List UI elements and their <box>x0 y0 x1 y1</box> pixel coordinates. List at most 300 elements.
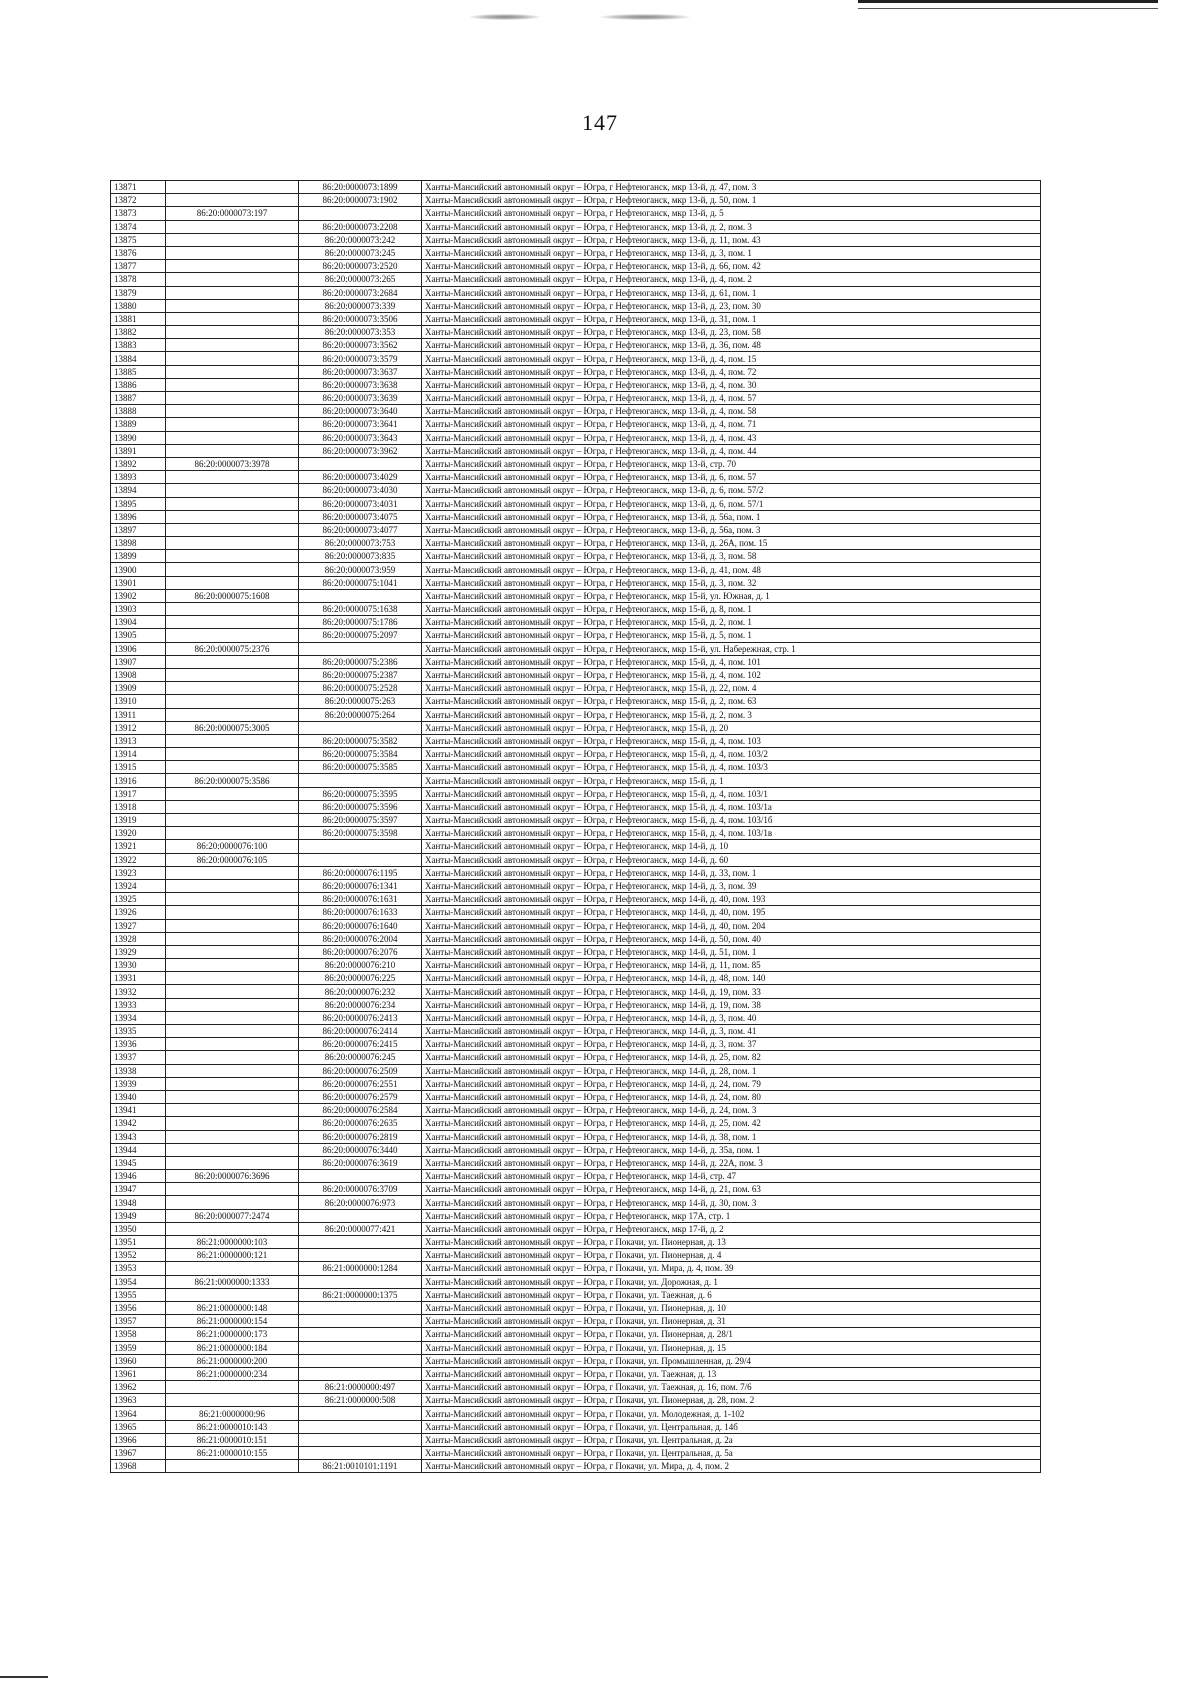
row-number-cell: 13958 <box>111 1328 166 1341</box>
row-number-cell: 13950 <box>111 1222 166 1235</box>
table-row <box>111 1156 1041 1169</box>
row-number-cell: 13910 <box>111 695 166 708</box>
table-row <box>111 853 1041 866</box>
land-cadastral-number-cell <box>166 695 299 708</box>
row-number-cell: 13884 <box>111 352 166 365</box>
land-cadastral-number-cell <box>166 1156 299 1169</box>
object-cadastral-number-cell <box>299 1315 422 1328</box>
land-cadastral-number-cell <box>166 246 299 259</box>
object-cadastral-number-cell: 86:20:0000075:3596 <box>299 800 422 813</box>
land-cadastral-number-cell <box>166 668 299 681</box>
row-number-cell: 13898 <box>111 537 166 550</box>
row-number-cell: 13968 <box>111 1460 166 1473</box>
table-row <box>111 1288 1041 1301</box>
object-cadastral-number-cell: 86:20:0000076:1631 <box>299 893 422 906</box>
land-cadastral-number-cell <box>166 1262 299 1275</box>
table-row <box>111 1143 1041 1156</box>
table-row <box>111 906 1041 919</box>
row-number-cell: 13963 <box>111 1394 166 1407</box>
row-number-cell: 13882 <box>111 326 166 339</box>
address-cell: Ханты-Мансийский автономный округ – Югра, г Нефтеюганск, мкр 15-й, д. 5, пом. 1 <box>422 629 1041 642</box>
object-cadastral-number-cell: 86:20:0000076:1633 <box>299 906 422 919</box>
land-cadastral-number-cell <box>166 1077 299 1090</box>
address-cell: Ханты-Мансийский автономный округ – Югра, г Покачи, ул. Мира, д. 4, пом. 2 <box>422 1460 1041 1473</box>
land-cadastral-number-cell: 86:21:0000000:148 <box>166 1301 299 1314</box>
table-row <box>111 945 1041 958</box>
address-cell: Ханты-Мансийский автономный округ – Югра, г Нефтеюганск, мкр 14-й, д. 24, пом. 80 <box>422 1090 1041 1103</box>
address-cell: Ханты-Мансийский автономный округ – Югра, г Покачи, ул. Пионерная, д. 28/1 <box>422 1328 1041 1341</box>
scan-edge-line <box>0 1676 48 1678</box>
row-number-cell: 13941 <box>111 1104 166 1117</box>
land-cadastral-number-cell <box>166 352 299 365</box>
object-cadastral-number-cell: 86:20:0000076:3709 <box>299 1183 422 1196</box>
land-cadastral-number-cell <box>166 1011 299 1024</box>
object-cadastral-number-cell: 86:20:0000077:421 <box>299 1222 422 1235</box>
row-number-cell: 13931 <box>111 972 166 985</box>
table-row <box>111 286 1041 299</box>
land-cadastral-number-cell <box>166 919 299 932</box>
table-row <box>111 457 1041 470</box>
land-cadastral-number-cell <box>166 1288 299 1301</box>
address-cell: Ханты-Мансийский автономный округ – Югра, г Нефтеюганск, мкр 15-й, д. 4, пом. 103/2 <box>422 748 1041 761</box>
object-cadastral-number-cell: 86:20:0000075:2386 <box>299 655 422 668</box>
row-number-cell: 13908 <box>111 668 166 681</box>
land-cadastral-number-cell <box>166 629 299 642</box>
table-row <box>111 207 1041 220</box>
object-cadastral-number-cell: 86:20:0000073:353 <box>299 326 422 339</box>
row-number-cell: 13876 <box>111 246 166 259</box>
address-cell: Ханты-Мансийский автономный округ – Югра, г Нефтеюганск, мкр 14-й, д. 33, пом. 1 <box>422 866 1041 879</box>
land-cadastral-number-cell <box>166 972 299 985</box>
row-number-cell: 13919 <box>111 814 166 827</box>
object-cadastral-number-cell: 86:20:0000073:4030 <box>299 484 422 497</box>
scan-edge-line <box>858 8 1158 9</box>
land-cadastral-number-cell <box>166 800 299 813</box>
object-cadastral-number-cell: 86:20:0000075:3582 <box>299 734 422 747</box>
land-cadastral-number-cell: 86:20:0000075:1608 <box>166 589 299 602</box>
land-cadastral-number-cell <box>166 523 299 536</box>
land-cadastral-number-cell <box>166 603 299 616</box>
address-cell: Ханты-Мансийский автономный округ – Югра, г Нефтеюганск, мкр 17А, стр. 1 <box>422 1209 1041 1222</box>
land-cadastral-number-cell <box>166 998 299 1011</box>
object-cadastral-number-cell <box>299 1367 422 1380</box>
object-cadastral-number-cell: 86:20:0000076:2076 <box>299 945 422 958</box>
row-number-cell: 13887 <box>111 392 166 405</box>
land-cadastral-number-cell: 86:21:0000000:103 <box>166 1236 299 1249</box>
object-cadastral-number-cell: 86:20:0000076:210 <box>299 959 422 972</box>
table-row <box>111 800 1041 813</box>
registry-table <box>110 180 1041 1473</box>
address-cell: Ханты-Мансийский автономный округ – Югра, г Нефтеюганск, мкр 13-й, д. 26А, пом. 15 <box>422 537 1041 550</box>
land-cadastral-number-cell <box>166 866 299 879</box>
object-cadastral-number-cell <box>299 1354 422 1367</box>
object-cadastral-number-cell: 86:20:0000076:1195 <box>299 866 422 879</box>
table-row <box>111 682 1041 695</box>
address-cell: Ханты-Мансийский автономный округ – Югра, г Нефтеюганск, мкр 13-й, д. 3, пом. 58 <box>422 550 1041 563</box>
object-cadastral-number-cell: 86:20:0000073:2684 <box>299 286 422 299</box>
land-cadastral-number-cell <box>166 497 299 510</box>
row-number-cell: 13873 <box>111 207 166 220</box>
address-cell: Ханты-Мансийский автономный округ – Югра, г Нефтеюганск, мкр 15-й, д. 4, пом. 103/3 <box>422 761 1041 774</box>
land-cadastral-number-cell <box>166 959 299 972</box>
table-row <box>111 418 1041 431</box>
object-cadastral-number-cell: 86:20:0000075:3597 <box>299 814 422 827</box>
address-cell: Ханты-Мансийский автономный округ – Югра, г Нефтеюганск, мкр 15-й, д. 8, пом. 1 <box>422 603 1041 616</box>
address-cell: Ханты-Мансийский автономный округ – Югра, г Нефтеюганск, мкр 13-й, д. 4, пом. 44 <box>422 444 1041 457</box>
address-cell: Ханты-Мансийский автономный округ – Югра, г Нефтеюганск, мкр 13-й, стр. 70 <box>422 457 1041 470</box>
address-cell: Ханты-Мансийский автономный округ – Югра, г Нефтеюганск, мкр 14-й, д. 50, пом. 40 <box>422 932 1041 945</box>
table-row <box>111 497 1041 510</box>
table-row <box>111 1051 1041 1064</box>
land-cadastral-number-cell: 86:21:0000010:143 <box>166 1420 299 1433</box>
address-cell: Ханты-Мансийский автономный округ – Югра, г Нефтеюганск, мкр 14-й, д. 3, пом. 39 <box>422 879 1041 892</box>
table-row <box>111 563 1041 576</box>
land-cadastral-number-cell <box>166 1025 299 1038</box>
address-cell: Ханты-Мансийский автономный округ – Югра, г Нефтеюганск, мкр 13-й, д. 6, пом. 57/1 <box>422 497 1041 510</box>
object-cadastral-number-cell <box>299 207 422 220</box>
address-cell: Ханты-Мансийский автономный округ – Югра, г Нефтеюганск, мкр 15-й, д. 22, пом. 4 <box>422 682 1041 695</box>
row-number-cell: 13874 <box>111 220 166 233</box>
land-cadastral-number-cell: 86:20:0000076:105 <box>166 853 299 866</box>
row-number-cell: 13902 <box>111 589 166 602</box>
address-cell: Ханты-Мансийский автономный округ – Югра, г Нефтеюганск, мкр 14-й, д. 22А, пом. 3 <box>422 1156 1041 1169</box>
table-row <box>111 879 1041 892</box>
address-cell: Ханты-Мансийский автономный округ – Югра, г Нефтеюганск, мкр 14-й, д. 40, пом. 193 <box>422 893 1041 906</box>
land-cadastral-number-cell <box>166 1381 299 1394</box>
address-cell: Ханты-Мансийский автономный округ – Югра, г Покачи, ул. Пионерная, д. 10 <box>422 1301 1041 1314</box>
land-cadastral-number-cell <box>166 1196 299 1209</box>
land-cadastral-number-cell <box>166 405 299 418</box>
object-cadastral-number-cell: 86:20:0000073:835 <box>299 550 422 563</box>
land-cadastral-number-cell <box>166 682 299 695</box>
object-cadastral-number-cell: 86:20:0000076:232 <box>299 985 422 998</box>
table-row <box>111 246 1041 259</box>
object-cadastral-number-cell: 86:20:0000073:4029 <box>299 471 422 484</box>
object-cadastral-number-cell: 86:20:0000073:3562 <box>299 339 422 352</box>
address-cell: Ханты-Мансийский автономный округ – Югра, г Нефтеюганск, мкр 13-й, д. 23, пом. 30 <box>422 299 1041 312</box>
land-cadastral-number-cell: 86:20:0000075:2376 <box>166 642 299 655</box>
row-number-cell: 13962 <box>111 1381 166 1394</box>
row-number-cell: 13936 <box>111 1038 166 1051</box>
object-cadastral-number-cell: 86:20:0000076:225 <box>299 972 422 985</box>
table-row <box>111 1407 1041 1420</box>
table-row <box>111 1130 1041 1143</box>
scan-edge-line <box>858 0 1158 3</box>
land-cadastral-number-cell <box>166 550 299 563</box>
land-cadastral-number-cell <box>166 734 299 747</box>
land-cadastral-number-cell <box>166 985 299 998</box>
row-number-cell: 13949 <box>111 1209 166 1222</box>
land-cadastral-number-cell <box>166 708 299 721</box>
table-row <box>111 998 1041 1011</box>
object-cadastral-number-cell: 86:20:0000076:1341 <box>299 879 422 892</box>
row-number-cell: 13891 <box>111 444 166 457</box>
address-cell: Ханты-Мансийский автономный округ – Югра, г Нефтеюганск, мкр 14-й, д. 11, пом. 85 <box>422 959 1041 972</box>
table-row <box>111 866 1041 879</box>
address-cell: Ханты-Мансийский автономный округ – Югра, г Нефтеюганск, мкр 13-й, д. 4, пом. 43 <box>422 431 1041 444</box>
land-cadastral-number-cell: 86:20:0000073:3978 <box>166 457 299 470</box>
address-cell: Ханты-Мансийский автономный округ – Югра, г Нефтеюганск, мкр 13-й, д. 6, пом. 57 <box>422 471 1041 484</box>
land-cadastral-number-cell <box>166 312 299 325</box>
object-cadastral-number-cell <box>299 1249 422 1262</box>
land-cadastral-number-cell <box>166 1051 299 1064</box>
table-row <box>111 1433 1041 1446</box>
row-number-cell: 13883 <box>111 339 166 352</box>
table-row <box>111 695 1041 708</box>
land-cadastral-number-cell: 86:20:0000075:3005 <box>166 721 299 734</box>
row-number-cell: 13935 <box>111 1025 166 1038</box>
object-cadastral-number-cell <box>299 589 422 602</box>
row-number-cell: 13916 <box>111 774 166 787</box>
row-number-cell: 13961 <box>111 1367 166 1380</box>
row-number-cell: 13913 <box>111 734 166 747</box>
row-number-cell: 13917 <box>111 787 166 800</box>
table-row <box>111 708 1041 721</box>
address-cell: Ханты-Мансийский автономный округ – Югра, г Покачи, ул. Мира, д. 4, пом. 39 <box>422 1262 1041 1275</box>
table-row <box>111 603 1041 616</box>
scan-smudge <box>600 14 690 20</box>
land-cadastral-number-cell <box>166 1064 299 1077</box>
address-cell: Ханты-Мансийский автономный округ – Югра, г Нефтеюганск, мкр 13-й, д. 4, пом. 58 <box>422 405 1041 418</box>
object-cadastral-number-cell: 86:21:0010101:1191 <box>299 1460 422 1473</box>
row-number-cell: 13911 <box>111 708 166 721</box>
row-number-cell: 13964 <box>111 1407 166 1420</box>
row-number-cell: 13903 <box>111 603 166 616</box>
table-row <box>111 932 1041 945</box>
land-cadastral-number-cell: 86:21:0000000:173 <box>166 1328 299 1341</box>
object-cadastral-number-cell: 86:20:0000073:2208 <box>299 220 422 233</box>
row-number-cell: 13934 <box>111 1011 166 1024</box>
object-cadastral-number-cell: 86:20:0000073:339 <box>299 299 422 312</box>
row-number-cell: 13938 <box>111 1064 166 1077</box>
object-cadastral-number-cell: 86:21:0000000:1375 <box>299 1288 422 1301</box>
row-number-cell: 13890 <box>111 431 166 444</box>
address-cell: Ханты-Мансийский автономный округ – Югра, г Нефтеюганск, мкр 13-й, д. 4, пом. 30 <box>422 378 1041 391</box>
address-cell: Ханты-Мансийский автономный округ – Югра, г Покачи, ул. Пионерная, д. 13 <box>422 1236 1041 1249</box>
object-cadastral-number-cell: 86:20:0000073:245 <box>299 246 422 259</box>
object-cadastral-number-cell <box>299 1236 422 1249</box>
row-number-cell: 13912 <box>111 721 166 734</box>
land-cadastral-number-cell <box>166 1038 299 1051</box>
land-cadastral-number-cell <box>166 1183 299 1196</box>
row-number-cell: 13896 <box>111 510 166 523</box>
object-cadastral-number-cell <box>299 840 422 853</box>
land-cadastral-number-cell: 86:21:0000000:121 <box>166 1249 299 1262</box>
address-cell: Ханты-Мансийский автономный округ – Югра, г Покачи, ул. Центральная, д. 14б <box>422 1420 1041 1433</box>
object-cadastral-number-cell: 86:20:0000073:4077 <box>299 523 422 536</box>
object-cadastral-number-cell: 86:20:0000073:3579 <box>299 352 422 365</box>
address-cell: Ханты-Мансийский автономный округ – Югра, г Нефтеюганск, мкр 13-й, д. 4, пом. 71 <box>422 418 1041 431</box>
land-cadastral-number-cell: 86:21:0000000:154 <box>166 1315 299 1328</box>
object-cadastral-number-cell: 86:20:0000073:242 <box>299 233 422 246</box>
land-cadastral-number-cell <box>166 563 299 576</box>
address-cell: Ханты-Мансийский автономный округ – Югра, г Нефтеюганск, мкр 13-й, д. 11, пом. 43 <box>422 233 1041 246</box>
object-cadastral-number-cell <box>299 642 422 655</box>
row-number-cell: 13909 <box>111 682 166 695</box>
object-cadastral-number-cell: 86:20:0000076:2509 <box>299 1064 422 1077</box>
land-cadastral-number-cell <box>166 1460 299 1473</box>
land-cadastral-number-cell <box>166 220 299 233</box>
address-cell: Ханты-Мансийский автономный округ – Югра, г Нефтеюганск, мкр 14-й, д. 3, пом. 37 <box>422 1038 1041 1051</box>
table-row <box>111 1170 1041 1183</box>
object-cadastral-number-cell: 86:20:0000075:3595 <box>299 787 422 800</box>
object-cadastral-number-cell: 86:20:0000073:3506 <box>299 312 422 325</box>
object-cadastral-number-cell: 86:20:0000075:3584 <box>299 748 422 761</box>
address-cell: Ханты-Мансийский автономный округ – Югра, г Нефтеюганск, мкр 15-й, д. 4, пом. 103/1б <box>422 814 1041 827</box>
table-row <box>111 484 1041 497</box>
address-cell: Ханты-Мансийский автономный округ – Югра, г Нефтеюганск, мкр 13-й, д. 3, пом. 1 <box>422 246 1041 259</box>
table-row <box>111 378 1041 391</box>
land-cadastral-number-cell <box>166 339 299 352</box>
row-number-cell: 13900 <box>111 563 166 576</box>
table-row <box>111 1367 1041 1380</box>
land-cadastral-number-cell <box>166 510 299 523</box>
address-cell: Ханты-Мансийский автономный округ – Югра, г Нефтеюганск, мкр 14-й, д. 60 <box>422 853 1041 866</box>
address-cell: Ханты-Мансийский автономный округ – Югра, г Нефтеюганск, мкр 14-й, д. 28, пом. 1 <box>422 1064 1041 1077</box>
address-cell: Ханты-Мансийский автономный округ – Югра, г Нефтеюганск, мкр 15-й, д. 2, пом. 3 <box>422 708 1041 721</box>
object-cadastral-number-cell: 86:20:0000076:973 <box>299 1196 422 1209</box>
address-cell: Ханты-Мансийский автономный округ – Югра, г Нефтеюганск, мкр 13-й, д. 31, пом. 1 <box>422 312 1041 325</box>
land-cadastral-number-cell <box>166 1394 299 1407</box>
table-row <box>111 1222 1041 1235</box>
object-cadastral-number-cell <box>299 853 422 866</box>
row-number-cell: 13888 <box>111 405 166 418</box>
address-cell: Ханты-Мансийский автономный округ – Югра, г Нефтеюганск, мкр 13-й, д. 23, пом. 58 <box>422 326 1041 339</box>
row-number-cell: 13957 <box>111 1315 166 1328</box>
object-cadastral-number-cell: 86:21:0000000:497 <box>299 1381 422 1394</box>
address-cell: Ханты-Мансийский автономный округ – Югра, г Нефтеюганск, мкр 14-й, д. 35а, пом. 1 <box>422 1143 1041 1156</box>
table-row <box>111 233 1041 246</box>
table-row <box>111 1447 1041 1460</box>
land-cadastral-number-cell <box>166 893 299 906</box>
table-row <box>111 893 1041 906</box>
row-number-cell: 13922 <box>111 853 166 866</box>
address-cell: Ханты-Мансийский автономный округ – Югра, г Нефтеюганск, мкр 13-й, д. 4, пом. 72 <box>422 365 1041 378</box>
address-cell: Ханты-Мансийский автономный округ – Югра, г Нефтеюганск, мкр 15-й, ул. Набережная, стр. 1 <box>422 642 1041 655</box>
object-cadastral-number-cell: 86:20:0000075:3598 <box>299 827 422 840</box>
row-number-cell: 13927 <box>111 919 166 932</box>
row-number-cell: 13956 <box>111 1301 166 1314</box>
row-number-cell: 13920 <box>111 827 166 840</box>
table-row <box>111 1341 1041 1354</box>
address-cell: Ханты-Мансийский автономный округ – Югра, г Покачи, ул. Центральная, д. 5а <box>422 1447 1041 1460</box>
table-row <box>111 1064 1041 1077</box>
land-cadastral-number-cell <box>166 471 299 484</box>
land-cadastral-number-cell: 86:21:0000010:155 <box>166 1447 299 1460</box>
address-cell: Ханты-Мансийский автономный округ – Югра, г Нефтеюганск, мкр 13-й, д. 56а, пом. 1 <box>422 510 1041 523</box>
land-cadastral-number-cell: 86:20:0000077:2474 <box>166 1209 299 1222</box>
table-row <box>111 1209 1041 1222</box>
address-cell: Ханты-Мансийский автономный округ – Югра, г Нефтеюганск, мкр 13-й, д. 4, пом. 57 <box>422 392 1041 405</box>
table-row <box>111 655 1041 668</box>
table-row <box>111 1090 1041 1103</box>
row-number-cell: 13885 <box>111 365 166 378</box>
object-cadastral-number-cell: 86:20:0000075:1786 <box>299 616 422 629</box>
land-cadastral-number-cell: 86:21:0000010:151 <box>166 1433 299 1446</box>
address-cell: Ханты-Мансийский автономный округ – Югра, г Нефтеюганск, мкр 15-й, д. 4, пом. 101 <box>422 655 1041 668</box>
table-row <box>111 748 1041 761</box>
object-cadastral-number-cell <box>299 1209 422 1222</box>
object-cadastral-number-cell: 86:20:0000076:2414 <box>299 1025 422 1038</box>
table-row <box>111 734 1041 747</box>
table-row <box>111 721 1041 734</box>
row-number-cell: 13943 <box>111 1130 166 1143</box>
table-row <box>111 1117 1041 1130</box>
address-cell: Ханты-Мансийский автономный округ – Югра, г Нефтеюганск, мкр 15-й, д. 4, пом. 103 <box>422 734 1041 747</box>
row-number-cell: 13877 <box>111 260 166 273</box>
land-cadastral-number-cell <box>166 299 299 312</box>
object-cadastral-number-cell: 86:20:0000073:4075 <box>299 510 422 523</box>
land-cadastral-number-cell <box>166 378 299 391</box>
land-cadastral-number-cell: 86:21:0000000:234 <box>166 1367 299 1380</box>
object-cadastral-number-cell: 86:20:0000073:3639 <box>299 392 422 405</box>
land-cadastral-number-cell <box>166 761 299 774</box>
object-cadastral-number-cell: 86:20:0000073:3641 <box>299 418 422 431</box>
row-number-cell: 13871 <box>111 181 166 194</box>
row-number-cell: 13932 <box>111 985 166 998</box>
object-cadastral-number-cell: 86:20:0000076:2551 <box>299 1077 422 1090</box>
object-cadastral-number-cell <box>299 1433 422 1446</box>
land-cadastral-number-cell <box>166 655 299 668</box>
table-row <box>111 1275 1041 1288</box>
row-number-cell: 13924 <box>111 879 166 892</box>
table-row <box>111 814 1041 827</box>
table-row <box>111 1077 1041 1090</box>
table-row <box>111 431 1041 444</box>
table-row <box>111 642 1041 655</box>
object-cadastral-number-cell: 86:20:0000073:3643 <box>299 431 422 444</box>
row-number-cell: 13880 <box>111 299 166 312</box>
table-row <box>111 761 1041 774</box>
table-row <box>111 523 1041 536</box>
object-cadastral-number-cell: 86:20:0000076:2413 <box>299 1011 422 1024</box>
row-number-cell: 13952 <box>111 1249 166 1262</box>
table-row <box>111 299 1041 312</box>
row-number-cell: 13893 <box>111 471 166 484</box>
address-cell: Ханты-Мансийский автономный округ – Югра, г Нефтеюганск, мкр 14-й, д. 3, пом. 40 <box>422 1011 1041 1024</box>
land-cadastral-number-cell <box>166 194 299 207</box>
row-number-cell: 13960 <box>111 1354 166 1367</box>
table-row <box>111 444 1041 457</box>
object-cadastral-number-cell: 86:20:0000073:959 <box>299 563 422 576</box>
row-number-cell: 13879 <box>111 286 166 299</box>
object-cadastral-number-cell: 86:20:0000076:2415 <box>299 1038 422 1051</box>
row-number-cell: 13926 <box>111 906 166 919</box>
table-row <box>111 1038 1041 1051</box>
row-number-cell: 13904 <box>111 616 166 629</box>
object-cadastral-number-cell <box>299 1341 422 1354</box>
address-cell: Ханты-Мансийский автономный округ – Югра, г Нефтеюганск, мкр 13-й, д. 4, пом. 15 <box>422 352 1041 365</box>
address-cell: Ханты-Мансийский автономный округ – Югра, г Нефтеюганск, мкр 14-й, д. 24, пом. 3 <box>422 1104 1041 1117</box>
table-row <box>111 919 1041 932</box>
land-cadastral-number-cell <box>166 814 299 827</box>
row-number-cell: 13939 <box>111 1077 166 1090</box>
table-row <box>111 668 1041 681</box>
land-cadastral-number-cell <box>166 418 299 431</box>
land-cadastral-number-cell: 86:21:0000000:200 <box>166 1354 299 1367</box>
address-cell: Ханты-Мансийский автономный округ – Югра, г Нефтеюганск, мкр 15-й, д. 2, пом. 1 <box>422 616 1041 629</box>
table-row <box>111 1011 1041 1024</box>
address-cell: Ханты-Мансийский автономный округ – Югра, г Нефтеюганск, мкр 14-й, д. 19, пом. 33 <box>422 985 1041 998</box>
row-number-cell: 13918 <box>111 800 166 813</box>
page-number: 147 <box>582 110 618 135</box>
address-cell: Ханты-Мансийский автономный округ – Югра, г Нефтеюганск, мкр 14-й, д. 48, пом. 140 <box>422 972 1041 985</box>
land-cadastral-number-cell <box>166 273 299 286</box>
land-cadastral-number-cell <box>166 260 299 273</box>
address-cell: Ханты-Мансийский автономный округ – Югра, г Нефтеюганск, мкр 15-й, д. 1 <box>422 774 1041 787</box>
table-row <box>111 220 1041 233</box>
address-cell: Ханты-Мансийский автономный округ – Югра, г Покачи, ул. Пионерная, д. 28, пом. 2 <box>422 1394 1041 1407</box>
